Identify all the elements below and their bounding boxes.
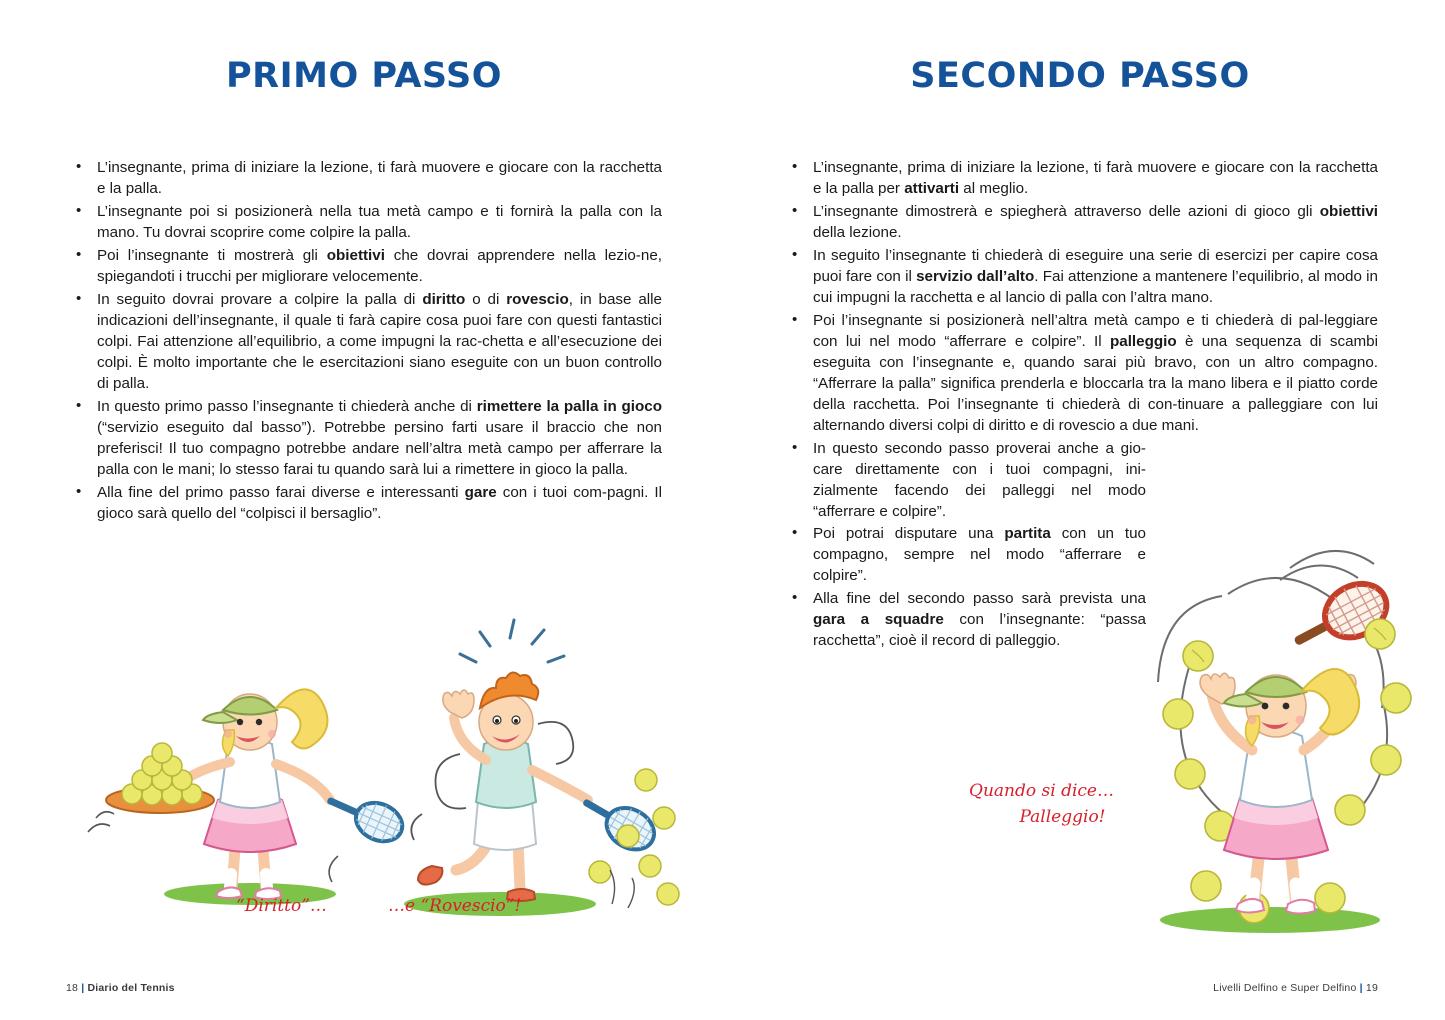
page-right	[722, 0, 1444, 1020]
page-number-right: 19	[1365, 982, 1378, 994]
bullet-list-left	[66, 158, 662, 524]
footer-left	[66, 982, 175, 994]
list-item: • L’insegnante, prima di iniziare la lezione, ti farà muovere e giocare con la racchetta e la palla per attivarti al meglio.	[782, 158, 1378, 200]
footer-separator: |	[81, 982, 85, 994]
illustration-forehand-backhand	[40, 604, 680, 954]
caption-backhand: …e “Rovescio”!	[388, 896, 522, 916]
page-number-left: 18	[66, 982, 79, 994]
list-item: • L’insegnante, prima di iniziare la lezione, ti farà muovere e giocare con la racchetta e la palla.	[66, 158, 662, 200]
caption-line-1: Quando si dice…	[969, 781, 1114, 801]
illustration-juggling-girl	[1094, 488, 1424, 968]
footer-title-right: Livelli Delfino e Super Delfino	[1213, 982, 1357, 994]
list-item: • In questo primo passo l’insegnante ti chiederà anche di rimettere la palla in gioco (“servizio eseguito dal basso”). Potrebbe persino farti usare il braccio che non preferisci! Il tuo compagno potrebbe andare nell’altra metà campo per afferrare la palla con le mani; lo stesso farai tu quando sarà lui a rimettere in gioco la palla.	[66, 397, 662, 481]
list-item: • Poi l’insegnante ti mostrerà gli obiettivi che dovrai apprendere nella lezio-ne, spiegandoti i trucchi per migliorare velocemente.	[66, 246, 662, 288]
footer-title-left: Diario del Tennis	[87, 982, 175, 994]
list-item: • In seguito l’insegnante ti chiederà di eseguire una serie di esercizi per capire cosa puoi fare con il servizio dall’alto. Fai attenzione a mantenere l’equilibrio, al modo in cui impugni la racchetta e al lancio di palla con l’altra mano.	[782, 246, 1378, 309]
list-item: • Alla fine del primo passo farai diverse e interessanti gare con i tuoi com-pagni. Il gioco sarà quello del “colpisci il bersaglio”.	[66, 483, 662, 525]
page-left	[0, 0, 722, 1020]
footer-right	[1213, 982, 1378, 994]
caption-forehand: “Diritto”…	[236, 896, 327, 916]
page-title-left: PRIMO PASSO	[225, 56, 502, 96]
page-title-right: SECONDO PASSO	[910, 56, 1250, 96]
caption-palleggio	[969, 779, 1114, 830]
caption-line-2: Palleggio!	[1019, 806, 1106, 827]
list-item: • In seguito dovrai provare a colpire la palla di diritto o di rovescio, in base alle indicazioni dell’insegnante, il quale ti farà capire cosa puoi fare con questi fantastici colpi. Fai attenzione all’equilibrio, a come impugni la rac-chetta e all’esecuzione dei colpi. È molto importante che le esercitazioni siano eseguite con un buon controllo di palla.	[66, 290, 662, 395]
list-item: • Poi potrai disputare una partita con un tuo compagno, sempre nel modo “afferrare e colpire”.	[782, 524, 1378, 587]
footer-separator: |	[1359, 982, 1363, 994]
list-item: • L’insegnante dimostrerà e spiegherà attraverso delle azioni di gioco gli obiettivi della lezione.	[782, 202, 1378, 244]
list-item: • Poi l’insegnante si posizionerà nell’altra metà campo e ti chiederà di pal-leggiare con lui nel modo “afferrare e colpire”. Il palleggio è una sequenza di scambi eseguita con l’insegnante e, quando sarai più bravo, con un altro compagno. “Afferrare la palla” significa prenderla e bloccarla tra la mano libera e il piatto corde della racchetta. Poi l’insegnante ti chiederà di con-tinuare a palleggiare con lui alternando diversi colpi di diritto e di rovescio a due mani.	[782, 311, 1378, 437]
list-item: • L’insegnante poi si posizionerà nella tua metà campo e ti fornirà la palla con la mano. Tu dovrai scoprire come colpire la palla.	[66, 202, 662, 244]
list-item: • Alla fine del secondo passo sarà prevista una gara a squadre con l’insegnante: “passa racchetta”, cioè il record di palleggio.	[782, 589, 1378, 652]
list-item: • In questo secondo passo proverai anche a gio-care direttamente con i tuoi compagni, ini-zialmente facendo dei palleggi nel modo “afferrare e colpire”.	[782, 439, 1378, 523]
